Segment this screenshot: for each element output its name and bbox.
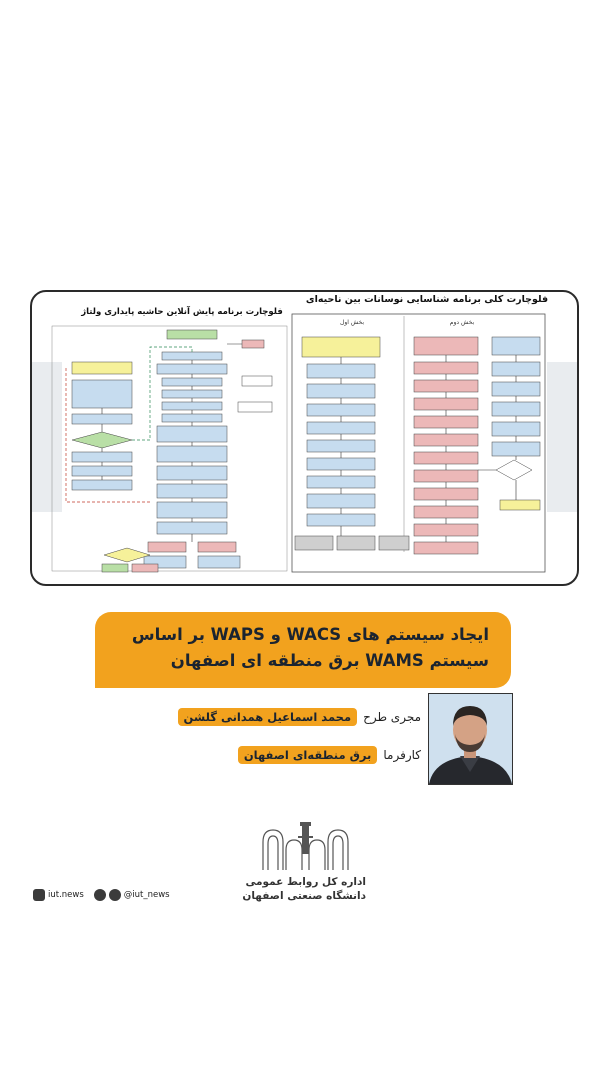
executor-label: مجری طرح — [363, 710, 421, 724]
telegram-icon[interactable] — [94, 889, 106, 901]
flowchart-figure — [32, 292, 577, 584]
left-flowchart-title: فلوچارت برنامه پایش آنلاین حاشیه پایداری ولتاژ — [81, 307, 283, 317]
executor-name: محمد اسماعیل همدانی گلشن — [178, 708, 358, 726]
client-label: کارفرما — [383, 748, 421, 762]
logo-line-2: دانشگاه صنعتی اصفهان — [242, 890, 366, 902]
social-bar — [33, 889, 170, 901]
flowchart-image — [30, 290, 579, 586]
logo-line-1: اداره کل روابط عمومی — [245, 876, 366, 888]
project-title-banner — [95, 612, 511, 688]
right-section-2: بخش دوم — [449, 319, 475, 326]
right-section-1: بخش اول — [339, 319, 365, 326]
university-logo — [242, 820, 366, 902]
executor-photo — [428, 693, 513, 785]
client-row — [238, 746, 421, 764]
executor-row — [178, 708, 421, 726]
logo-emblem — [258, 820, 353, 872]
project-title-line-1: ایجاد سیستم های WACS و WAPS بر اساس — [131, 625, 489, 644]
project-title-line-2: سیستم WAMS برق منطقه ای اصفهان — [170, 651, 489, 670]
eitaa-icon[interactable] — [109, 889, 121, 901]
right-flowchart-title: فلوچارت کلی برنامه شناسایی نوسانات بین ناحیه‌ای — [305, 294, 549, 305]
social-handle-2[interactable]: iut.news — [48, 890, 84, 900]
client-name: برق منطقه‌ای اصفهان — [238, 746, 378, 764]
social-handle-1[interactable]: @iut_news — [123, 890, 170, 900]
instagram-icon[interactable] — [33, 889, 45, 901]
